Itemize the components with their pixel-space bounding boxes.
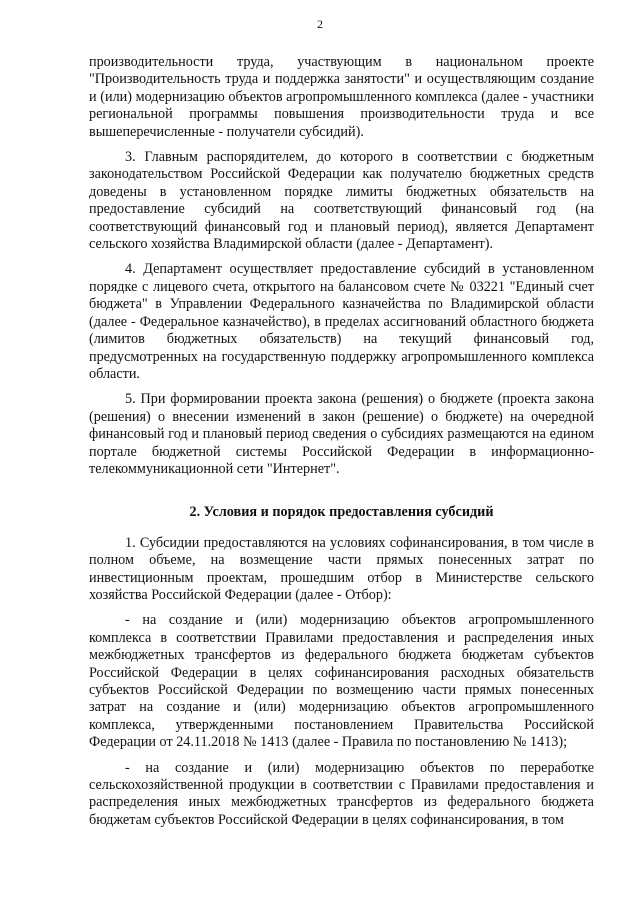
document-body bbox=[89, 54, 594, 837]
paragraph-item-4: 4. Департамент осуществляет предоставление субсидий в установленном порядке с лицевого счета, открытого на балансовом счете № 03221 "Единый счет бюджета" в Управлении Федерального казначейства по Владимирской области (далее - Федеральное казначейство), в пределах ассигнований областного бюджета (лимитов бюджетных обязательств) на текущий финансовый год, предусмотренных на государственную поддержку агропромышленного комплекса области. bbox=[89, 261, 594, 382]
paragraph-item-3: 3. Главным распорядителем, до которого в соответствии с бюджетным законодательством Российской Федерации как получателю бюджетных средств доведены в установленном порядке лимиты бюджетных обязательств на предоставление субсидий на соответствующий финансовый год (на соответствующий финансовый год и плановый период), является Департамент сельского хозяйства Владимирской области (далее - Департамент). bbox=[89, 149, 594, 253]
paragraph-section2-item-1: 1. Субсидии предоставляются на условиях софинансирования, в том числе в полном объеме, на возмещение части прямых понесенных затрат по инвестиционным проектам, прошедшим отбор в Министерстве сельского хозяйства Российской Федерации (далее - Отбор): bbox=[89, 534, 594, 603]
paragraph-recipients-continuation: производительности труда, участвующим в национальном проекте "Производительность труда и поддержка занятости" и осуществляющим создание и (или) модернизацию объектов агропромышленного комплекса (далее - участники региональной программы повышения производительности труда и все вышеперечисленные - получатели субсидий). bbox=[89, 54, 594, 140]
paragraph-bullet-processing: - на создание и (или) модернизацию объектов по переработке сельскохозяйственной продукции в соответствии с Правилами предоставления и распределения иных межбюджетных трансфертов из федерального бюджета бюджетам субъектов Российской Федерации в целях софинансирования, в том bbox=[89, 759, 594, 828]
paragraph-bullet-modernization: - на создание и (или) модернизацию объектов агропромышленного комплекса в соответствии Правилами предоставления и распределения иных межбюджетных трансфертов из федерального бюджета бюджетам субъектов Российской Федерации в целях софинансирования расходных обязательств субъектов Российской Федерации по возмещению части прямых понесенных затрат на создание и (или) модернизацию объектов агропромышленного комплекса, утвержденными постановлением Правительства Российской Федерации от 24.11.2018 № 1413 (далее - Правила по постановлению № 1413); bbox=[89, 612, 594, 751]
paragraph-item-5: 5. При формировании проекта закона (решения) о бюджете (проекта закона (решения) о внесении изменений в закон (решение) о бюджете) на очередной финансовый год и плановый период сведения о субсидиях размещаются на едином портале бюджетной системы Российской Федерации в информационно-телекоммуникационной сети "Интернет". bbox=[89, 391, 594, 477]
section-heading: 2. Условия и порядок предоставления субсидий bbox=[189, 504, 494, 521]
page-number: 2 bbox=[317, 17, 323, 31]
